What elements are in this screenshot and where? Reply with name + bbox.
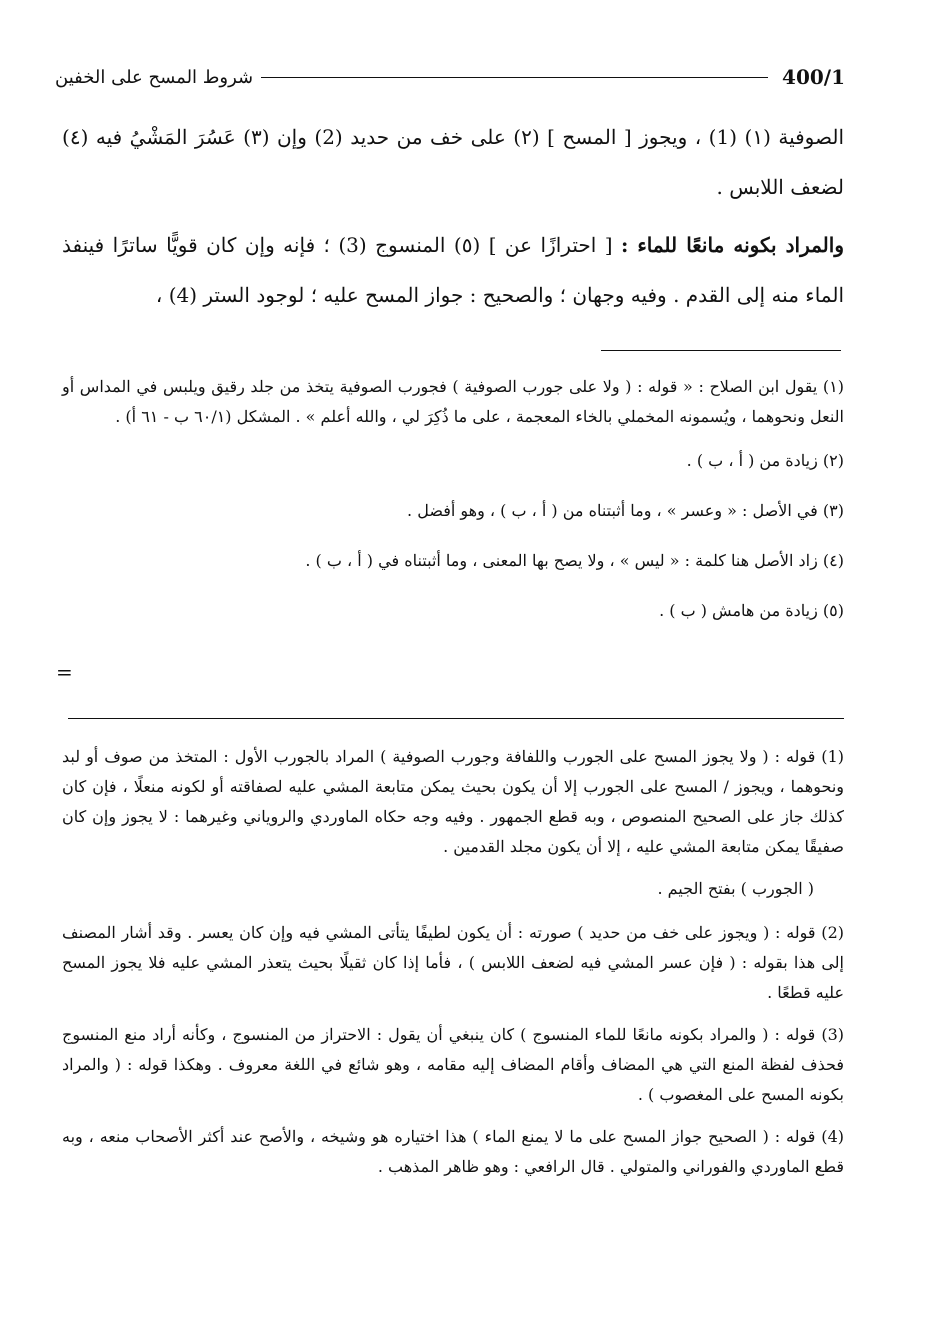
footnote-3: (٣) في الأصل : « وعسر » ، وما أثبتناه من ( أ ، ب ) ، وهو أفضل . bbox=[407, 501, 844, 520]
footnotes bbox=[62, 372, 844, 646]
running-title: شروط المسح على الخفين bbox=[55, 66, 254, 88]
main-paragraph-2 bbox=[62, 220, 844, 320]
main-paragraph-1: الصوفية (١) (1) ، ويجوز [ المسح ] (٢) على خف من حديد (2) وإن (٣) عَسُرَ المَشْيُ فيه (٤) لضعف اللابس . bbox=[62, 125, 845, 199]
footnote-2: (٢) زيادة من ( أ ، ب ) . bbox=[686, 451, 844, 470]
footnote-separator bbox=[601, 350, 841, 351]
commentary-note-4: (4) قوله : ( الصحيح جواز المسح على ما لا يمنع الماء ) هذا اختياره هو وشيخه ، والأصح عند أكثر الأصحاب منعه ، وبه قطع الماوردي والفوراني والمتولي . قال الرافعي : وهو ظاهر المذهب . bbox=[62, 1127, 844, 1176]
commentary-note-1: (1) قوله : ( ولا يجوز المسح على الجورب واللفافة وجورب الصوفية ) المراد بالجورب الأول : المتخذ من صوف أو لبد ونحوهما ، ويجوز / المسح على الجورب إلا أن يكون بحيث يمكن متابعة المشي عليه لصفاقته أو لكونه منعلًا ، فإن كان كذلك جاز على الصحيح المنصوص ، وبه قطع الجمهور . وفيه وجه حكاه الماوردي والروياني وغيرهما : لا يجوز وإن كان صفيقًا يمكن متابعة المشي عليه ، إلا أن يكون مجلد القدمين . bbox=[62, 747, 844, 856]
commentary bbox=[62, 742, 844, 1194]
commentary-separator bbox=[68, 718, 844, 719]
main-text bbox=[62, 112, 844, 320]
continuation-mark: = bbox=[56, 660, 73, 684]
commentary-note-2: (2) قوله : ( ويجوز على خف من حديد ) صورته : أن يكون لطيفًا يتأتى المشي فيه وإن كان يعسر . وقد أشار المصنف إلى هذا بقوله : ( فإن عسر المشي فيه لضعف اللابس ) ، فأما إذا كان ثقيلًا بحيث يتعذر المشي عليه فلا يجوز المسح عليه قطعًا . bbox=[62, 923, 844, 1002]
page-header bbox=[55, 62, 845, 92]
footnote-4: (٤) زاد الأصل هنا كلمة : « ليس » ، ولا يصح بها المعنى ، وما أثبتناه في ( أ ، ب ) . bbox=[305, 551, 844, 570]
commentary-note-3: (3) قوله : ( والمراد بكونه مانعًا للماء المنسوج ) كان ينبغي أن يقول : الاحتراز من المنسوج ، وكأنه أراد منع المنسوج فحذف لفظة المنع التي هي المضاف وأقام المضاف إليه مقامه ، وهو شائع في اللغة معروف . وهكذا قوله : ( والمراد بكونه المسح على المغصوب ) . bbox=[62, 1025, 845, 1104]
main-paragraph-2-lead: والمراد بكونه مانعًا للماء : bbox=[620, 233, 844, 257]
footnote-1: (١) يقول ابن الصلاح : « قوله : ( ولا على جورب الصوفية ) فجورب الصوفية يتخذ من جلد رقيق ويلبس في المداس أو النعل ونحوهما ، ويُسمونه المخملي بالخاء المعجمة ، على ما ذُكِرَ لي ، والله أعلم » . المشكل (٦٠/١ ب - ٦١ أ) . bbox=[62, 377, 844, 426]
main-paragraph-2-body: [ احترازًا عن ] (٥) المنسوج (3) ؛ فإنه وإن كان قويًّا ساترًا فينفذ الماء منه إلى القدم . وفيه وجهان ؛ والصحيح : جواز المسح عليه ؛ لوجود الستر (4) ، bbox=[62, 233, 844, 307]
commentary-note-1-sub: ( الجورب ) بفتح الجيم . bbox=[657, 879, 814, 898]
header-rule bbox=[261, 77, 768, 78]
page-number: 400/1 bbox=[782, 65, 845, 89]
footnote-5: (٥) زيادة من هامش ( ب ) . bbox=[659, 601, 844, 620]
